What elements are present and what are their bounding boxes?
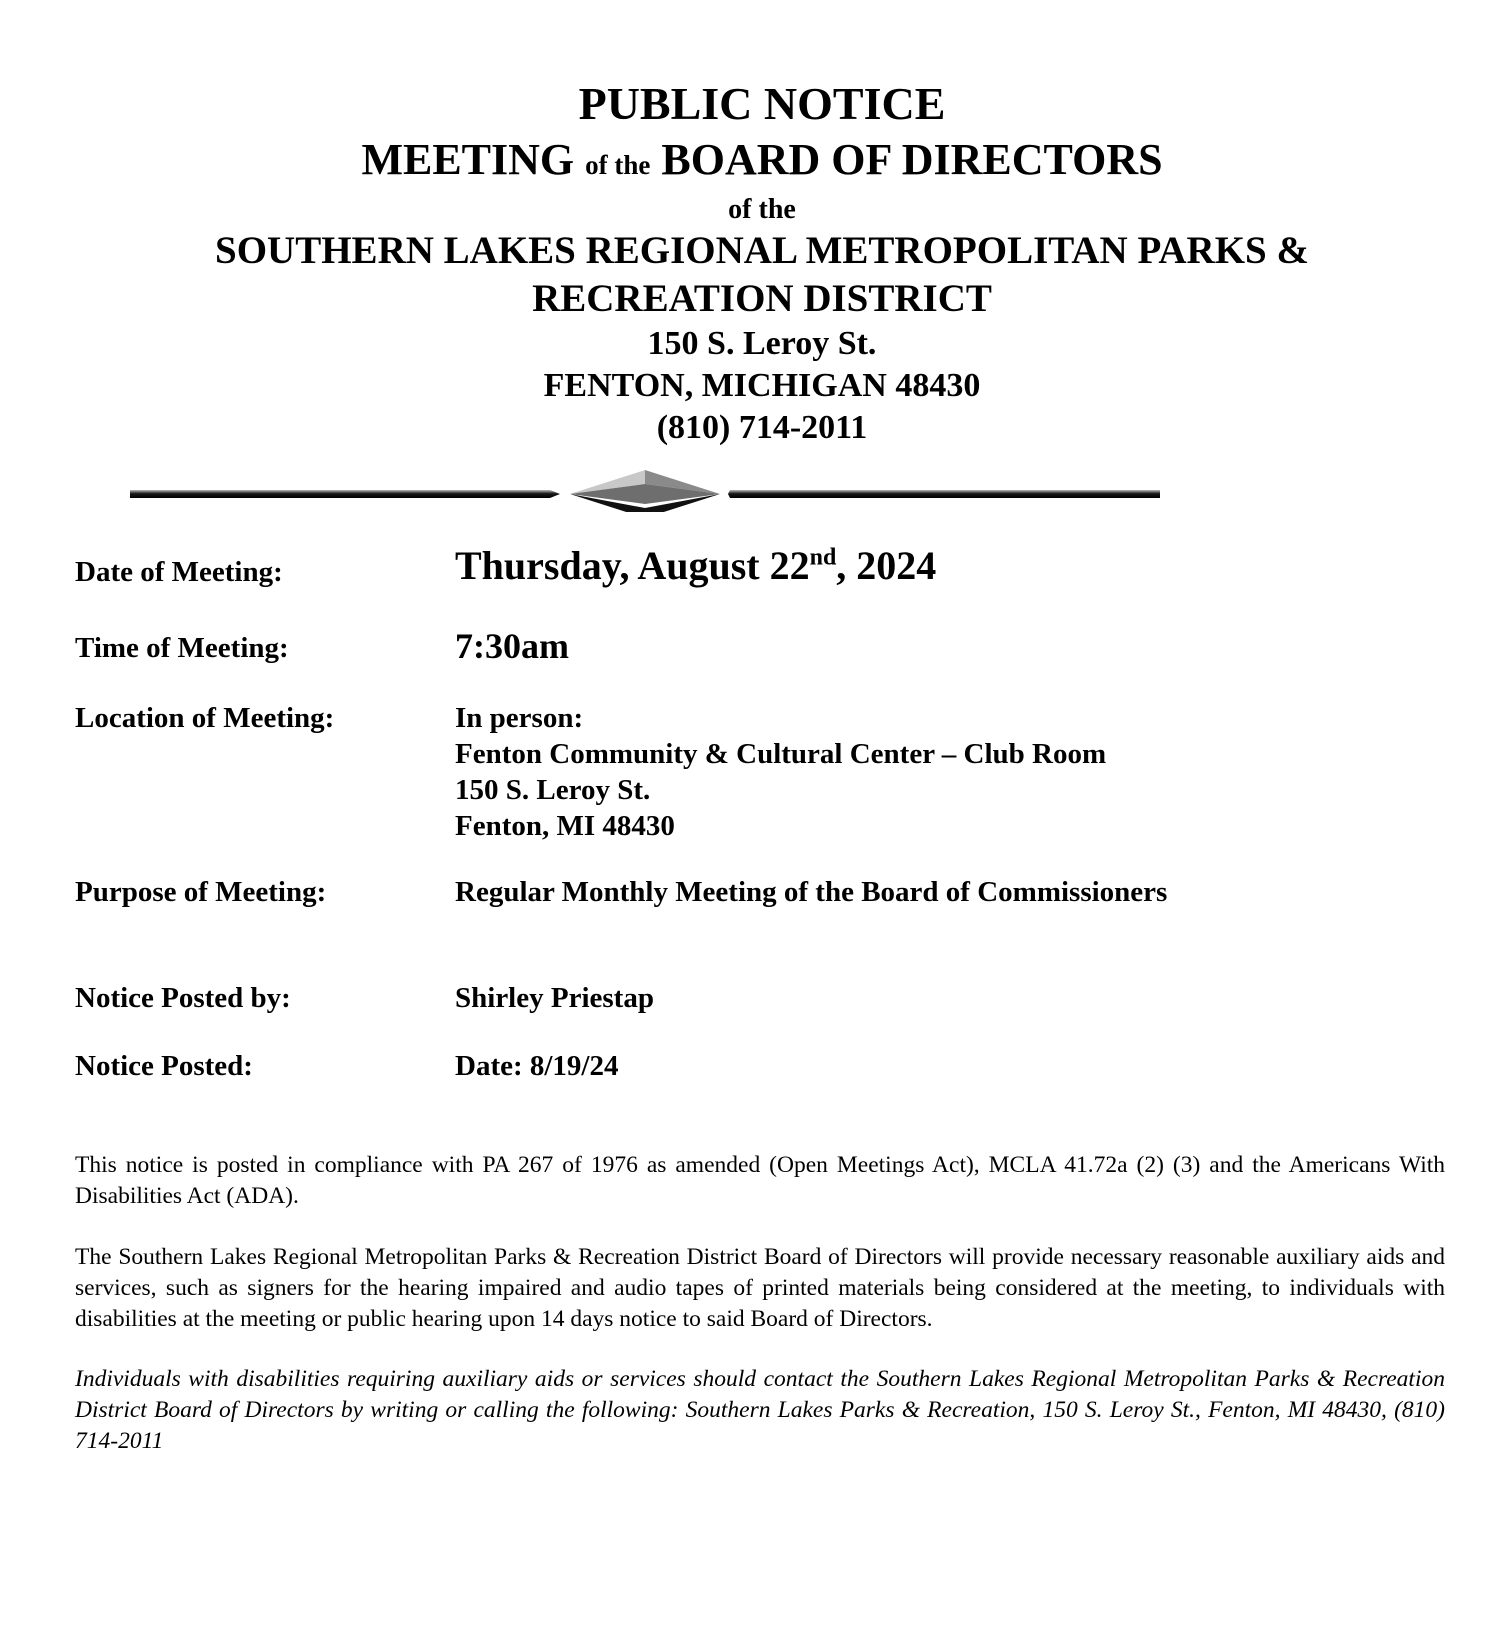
notice-title: PUBLIC NOTICE [578,78,946,129]
location-line: In person: [455,702,584,734]
board-of-directors-text: BOARD OF DIRECTORS [661,135,1163,184]
date-value-main: Thursday, August 22 [455,543,810,588]
of-the-text: of the [585,150,651,180]
purpose-value: Regular Monthly Meeting of the Board of Commissioners [455,876,1168,908]
notice-header [0,76,1494,449]
location-line: 150 S. Leroy St. [455,774,651,806]
organization-name-line1: SOUTHERN LAKES REGIONAL METROPOLITAN PARKS & [215,229,1309,272]
date-value [455,543,937,588]
posted-date-label: Notice Posted: [75,1050,253,1082]
divider-left-bar [130,490,560,498]
header-street-address: 150 S. Leroy St. [647,325,877,362]
posted-date-value: Date: 8/19/24 [455,1050,619,1082]
posted-by-label: Notice Posted by: [75,982,291,1014]
ornamental-divider [130,462,1160,512]
location-line: Fenton Community & Cultural Center – Club Room [455,738,1107,770]
date-ordinal-suffix: nd [809,544,837,571]
header-phone: (810) 714-2011 [656,409,868,446]
compliance-paragraph: This notice is posted in compliance with PA 267 of 1976 as amended (Open Meetings Act), MCLA 41.72a (2) (3) and the Americans With Disabilities Act (ADA). [75,1152,1445,1209]
auxiliary-aids-paragraph: The Southern Lakes Regional Metropolitan Parks & Recreation District Board of Directors will provide necessary reasonable auxiliary aids and services, such as signers for the hearing impaired and audio tapes of printed materials being considered at the meeting, to individuals with disabilities at the meeting or public hearing upon 14 days notice to said Board of Directors. [75,1244,1445,1332]
divider-right-bar [728,490,1160,498]
location-line: Fenton, MI 48430 [455,810,675,842]
meeting-heading [0,132,1494,193]
header-city-state-zip: FENTON, MICHIGAN 48430 [543,367,981,404]
location-label: Location of Meeting: [75,702,335,734]
time-label: Time of Meeting: [75,632,289,664]
date-label: Date of Meeting: [75,556,283,588]
of-the-line: of the [728,194,796,225]
posted-by-value: Shirley Priestap [455,982,654,1014]
organization-name-line2: RECREATION DISTRICT [532,277,992,320]
contact-paragraph: Individuals with disabilities requiring auxiliary aids or services should contact the Southern Lakes Regional Metropolitan Parks & Recreation District Board of Directors by writing or calling the following: Southern Lakes Parks & Recreation, 150 S. Leroy St., Fenton, MI 48430, (810) 714-2011 [75,1366,1445,1454]
meeting-word: MEETING [361,135,575,184]
time-value: 7:30am [455,626,569,666]
purpose-label: Purpose of Meeting: [75,876,327,908]
date-value-year: , 2024 [836,543,937,588]
location-value [455,700,1106,844]
